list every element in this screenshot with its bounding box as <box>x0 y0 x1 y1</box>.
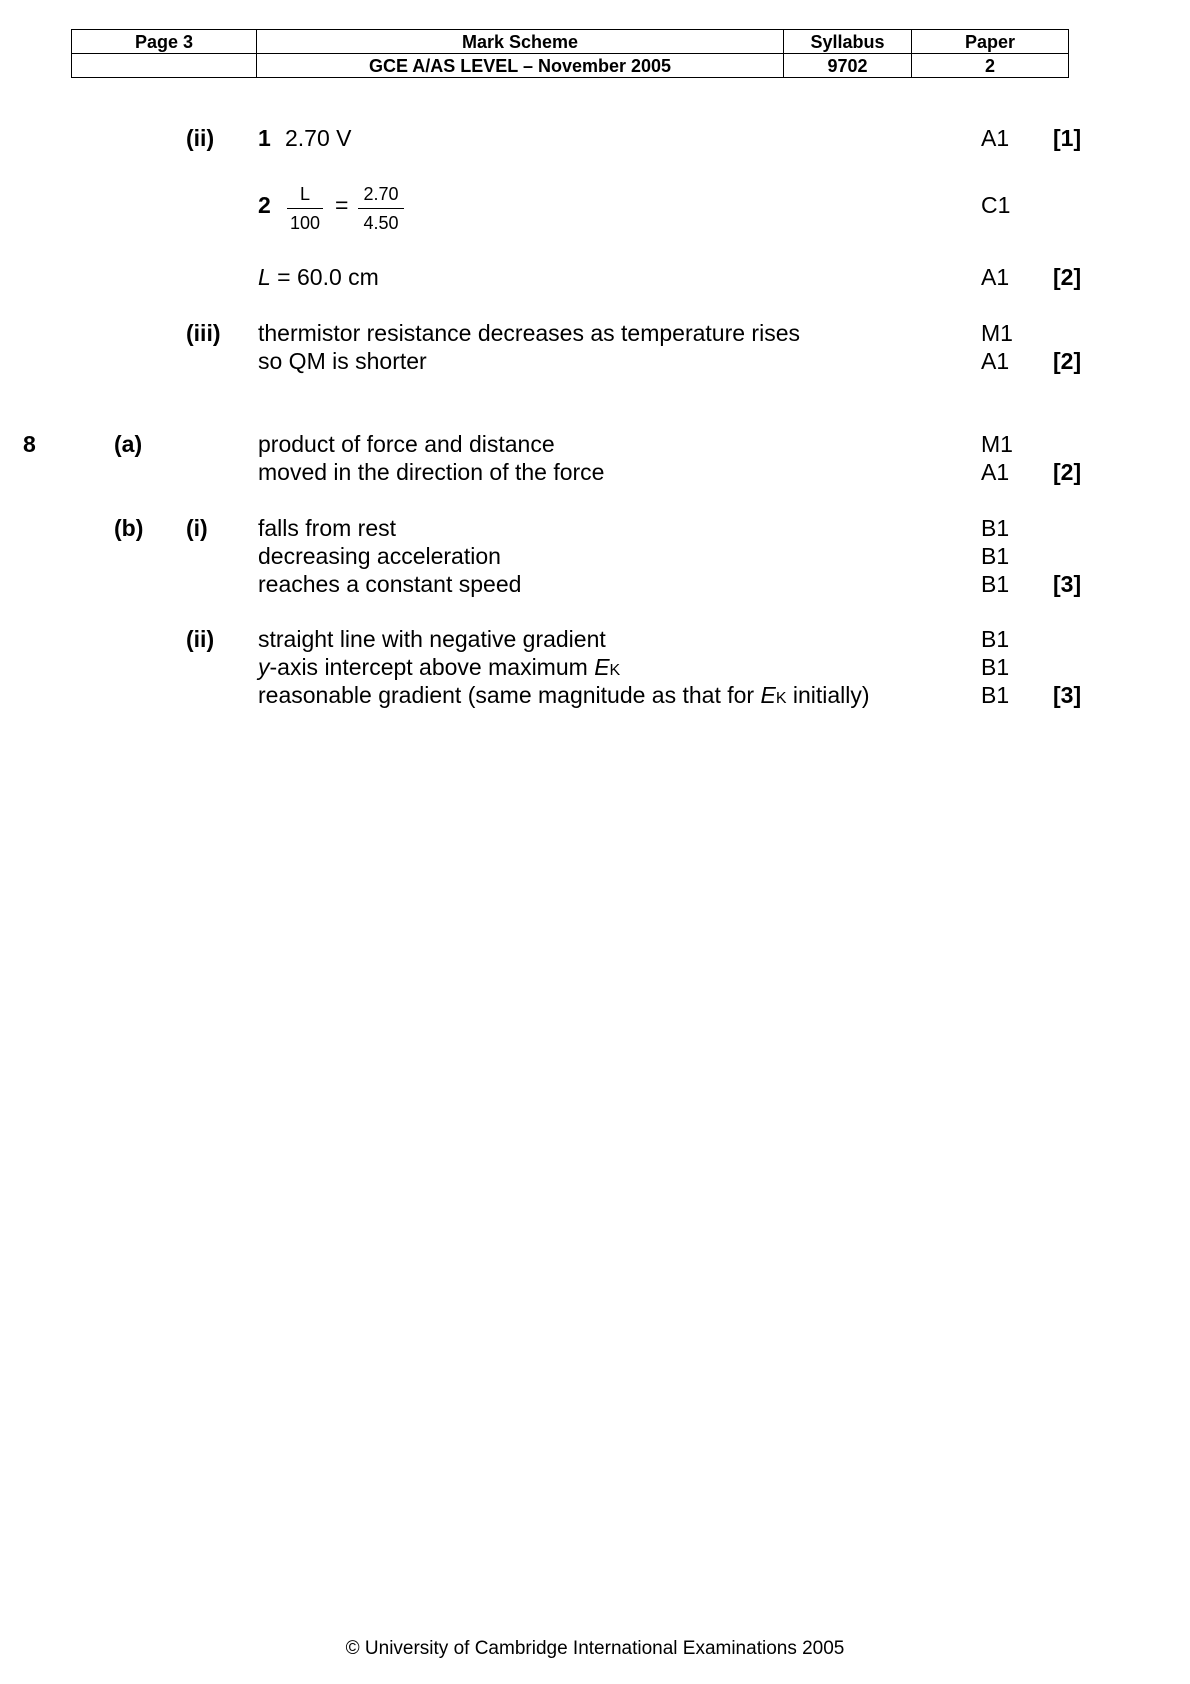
answer-text: = 60.0 cm <box>270 264 379 290</box>
page-number: Page 3 <box>72 30 257 54</box>
mark-code: A1 <box>981 125 1010 151</box>
mark-code: A1 <box>981 459 1010 485</box>
answer-text: product of force and distance <box>258 431 555 457</box>
mark-total: [3] <box>1053 571 1082 597</box>
equals-sign: = <box>335 192 349 218</box>
mark-code: B1 <box>981 515 1010 541</box>
answer-text: 2.70 V <box>285 125 352 151</box>
syllabus-code: 9702 <box>784 54 912 78</box>
variable-y: y <box>258 654 270 680</box>
answer-text: decreasing acceleration <box>258 543 501 569</box>
subscript-k: K <box>775 690 787 707</box>
copyright-footer: © University of Cambridge International Examinations 2005 <box>345 1638 845 1659</box>
mark-code: C1 <box>981 192 1011 218</box>
answer-text: thermistor resistance decreases as temperature rises <box>258 320 800 346</box>
answer-text: moved in the direction of the force <box>258 459 605 485</box>
document-subtitle: GCE A/AS LEVEL – November 2005 <box>257 54 784 78</box>
part-label-ii: (ii) <box>186 125 215 151</box>
answer-text: initially) <box>786 682 870 708</box>
answer-text: straight line with negative gradient <box>258 626 606 652</box>
header-table <box>71 29 1069 78</box>
variable-l: L <box>258 264 271 290</box>
answer-line <box>258 263 379 291</box>
part-label-b: (b) <box>114 515 144 541</box>
mark-total: [3] <box>1053 682 1082 708</box>
syllabus-label: Syllabus <box>784 30 912 54</box>
mark-code: B1 <box>981 543 1010 569</box>
fraction-denominator: 4.50 <box>363 213 399 233</box>
fraction-l-over-100 <box>287 183 323 234</box>
fraction-numerator: 2.70 <box>358 183 404 209</box>
item-number-2: 2 <box>258 192 271 218</box>
mark-total: [1] <box>1053 125 1082 151</box>
answer-text: reaches a constant speed <box>258 571 522 597</box>
item-number-1: 1 <box>258 125 271 151</box>
part-label-iii: (iii) <box>186 320 221 346</box>
part-label-a: (a) <box>114 431 143 457</box>
mark-code: A1 <box>981 264 1010 290</box>
question-number-8: 8 <box>23 431 36 457</box>
header-empty-cell <box>72 54 257 78</box>
part-label-i: (i) <box>186 515 208 541</box>
part-label-ii: (ii) <box>186 626 215 652</box>
variable-e: E <box>760 682 776 708</box>
mark-code: M1 <box>981 320 1013 346</box>
mark-total: [2] <box>1053 459 1082 485</box>
answer-text: reasonable gradient (same magnitude as that for <box>258 682 761 708</box>
answer-line <box>258 681 870 713</box>
document-title: Mark Scheme <box>257 30 784 54</box>
mark-total: [2] <box>1053 348 1082 374</box>
answer-text: falls from rest <box>258 515 397 541</box>
fraction-denominator: 100 <box>289 213 321 233</box>
mark-code: B1 <box>981 654 1010 680</box>
subscript-k: K <box>609 662 621 679</box>
mark-code: B1 <box>981 682 1010 708</box>
variable-e: E <box>594 654 610 680</box>
answer-text: so QM is shorter <box>258 348 427 374</box>
answer-text: -axis intercept above maximum <box>269 654 595 680</box>
paper-number: 2 <box>912 54 1069 78</box>
fraction-voltage-ratio <box>358 183 404 234</box>
mark-code: B1 <box>981 626 1010 652</box>
paper-label: Paper <box>912 30 1069 54</box>
mark-total: [2] <box>1053 264 1082 290</box>
mark-code: M1 <box>981 431 1013 457</box>
fraction-numerator: L <box>287 183 323 209</box>
mark-code: A1 <box>981 348 1010 374</box>
mark-code: B1 <box>981 571 1010 597</box>
